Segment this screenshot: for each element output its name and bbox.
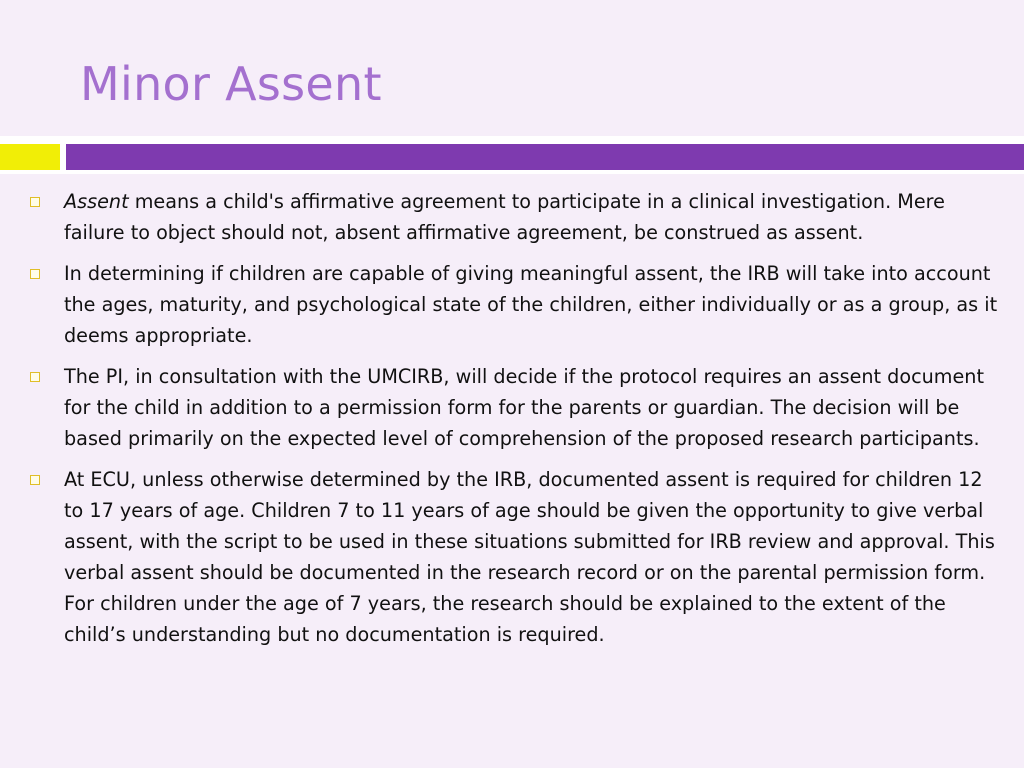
- yellow-accent-bar: [0, 144, 60, 170]
- bullet-text: In determining if children are capable of giving meaningful assent, the IRB will take into account the ages, maturity, and psychological state of the children, either individually or as a group, as it deems appropriate.: [64, 262, 998, 347]
- bullet-list: [64, 186, 999, 660]
- bullet-emphasis: Assent: [64, 190, 129, 213]
- purple-accent-bar: [66, 144, 1024, 170]
- bullet-item-pi-consultation: [64, 361, 999, 454]
- bullet-item-assent-definition: [64, 186, 999, 248]
- bullet-body: means a child's affirmative agreement to participate in a clinical investigation. Mere failure to object should not, absent affirmative agreement, be construed as assent.: [64, 190, 945, 244]
- square-bullet-icon: [30, 475, 40, 485]
- slide-title: Minor Assent: [80, 57, 382, 111]
- square-bullet-icon: [30, 269, 40, 279]
- bullet-text: [64, 186, 999, 248]
- square-bullet-icon: [30, 372, 40, 382]
- bullet-item-ecu-policy: [64, 464, 999, 650]
- bullet-item-capability: [64, 258, 999, 351]
- bullet-text: The PI, in consultation with the UMCIRB, will decide if the protocol requires an assent document for the child in addition to a permission form for the parents or guardian. The decision will be based primarily on the expected level of comprehension of the proposed research participants.: [64, 365, 984, 450]
- bullet-text: At ECU, unless otherwise determined by the IRB, documented assent is required for children 12 to 17 years of age. Children 7 to 11 years of age should be given the opportunity to give verbal assent, with the script to be used in these situations submitted for IRB review and approval. This verbal assent should be documented in the research record or on the parental permission form. For children under the age of 7 years, the research should be explained to the extent of the child’s understanding but no documentation is required.: [64, 468, 995, 646]
- square-bullet-icon: [30, 197, 40, 207]
